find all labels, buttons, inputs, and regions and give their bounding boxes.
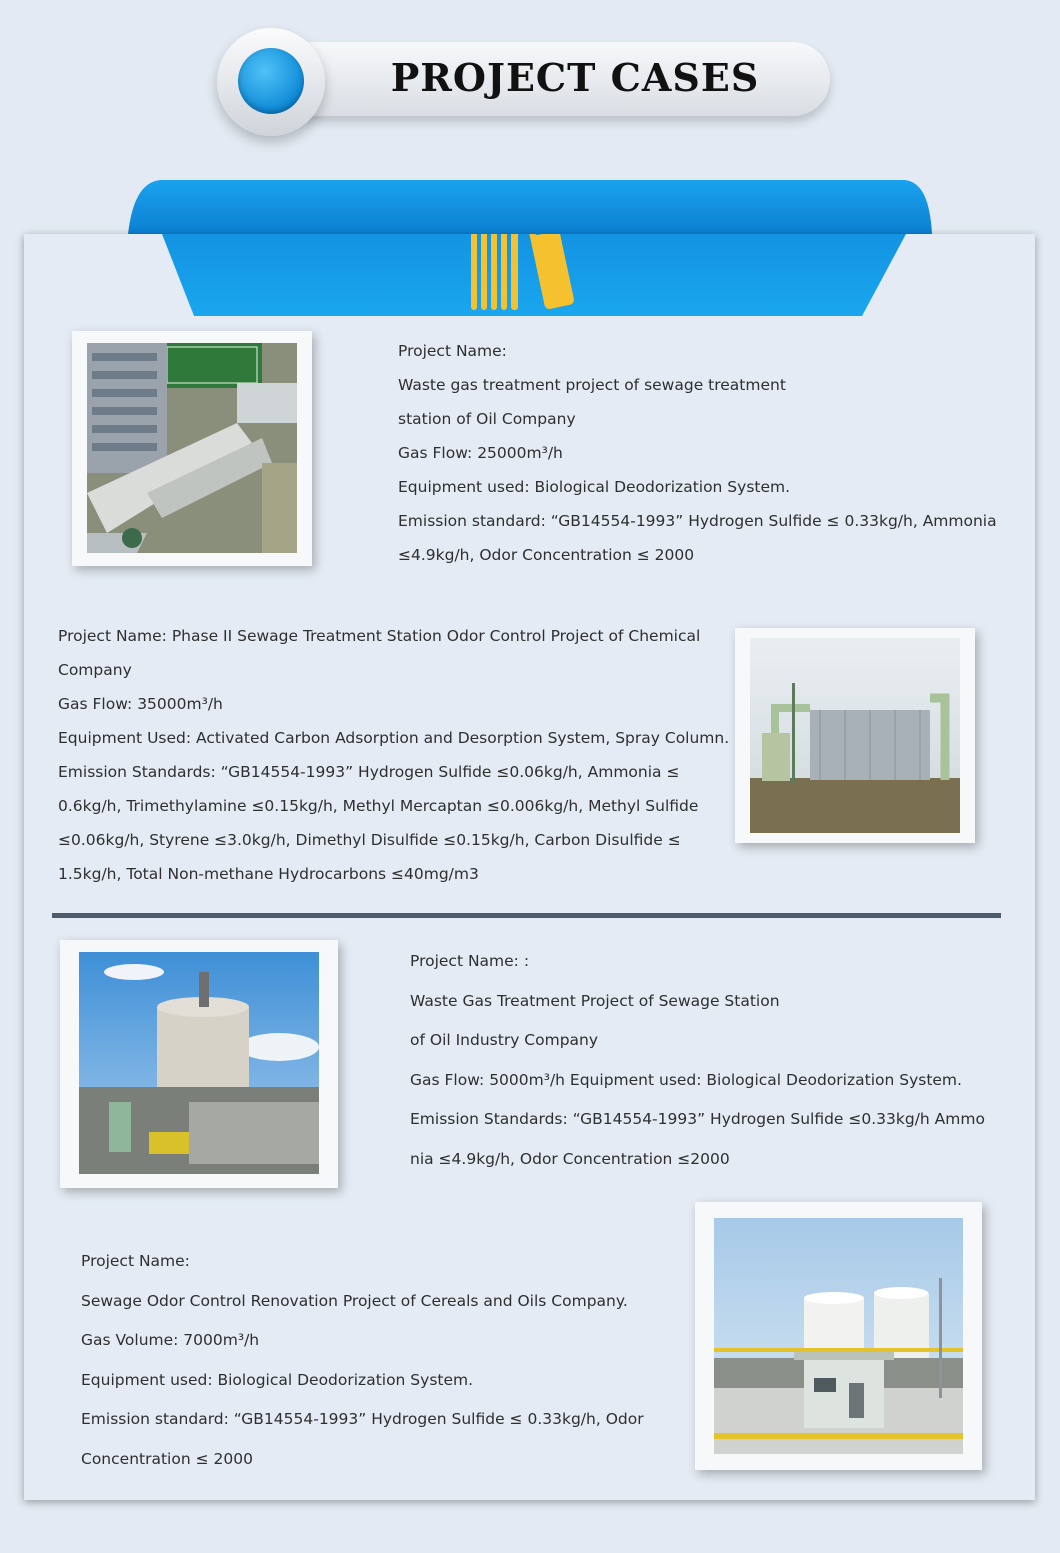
project-4-details xyxy=(81,1242,644,1480)
project-1-line: ≤4.9kg/h, Odor Concentration ≤ 2000 xyxy=(398,546,695,564)
project-2-line: Equipment Used: Activated Carbon Adsorption and Desorption System, Spray Column. xyxy=(58,729,730,747)
project-3-line: Emission Standards: “GB14554-1993” Hydrogen Sulfide ≤0.33kg/h Ammo xyxy=(410,1110,985,1129)
page-title: PROJECT CASES xyxy=(390,55,760,100)
project-4-photo-frame xyxy=(695,1202,982,1470)
project-3-line: nia ≤4.9kg/h, Odor Concentration ≤2000 xyxy=(410,1149,730,1168)
project-1-line: Emission standard: “GB14554-1993” Hydrogen Sulfide ≤ 0.33kg/h, Ammonia xyxy=(398,512,997,530)
project-4-line: Emission standard: “GB14554-1993” Hydrogen Sulfide ≤ 0.33kg/h, Odor xyxy=(81,1410,644,1429)
project-1-photo-frame xyxy=(72,331,312,566)
project-4-line: Equipment used: Biological Deodorization System. xyxy=(81,1370,474,1389)
project-2-photo-frame xyxy=(735,628,975,843)
project-2-line: Emission Standards: “GB14554-1993” Hydrogen Sulfide ≤0.06kg/h, Ammonia ≤ xyxy=(58,763,680,781)
project-3-details xyxy=(410,942,985,1180)
project-3-photo-frame xyxy=(60,940,338,1188)
project-4-line: Sewage Odor Control Renovation Project of Cereals and Oils Company. xyxy=(81,1291,628,1310)
project-1-details xyxy=(398,334,997,572)
project-3-line: Project Name: : xyxy=(410,952,530,970)
project-2-line: Project Name: Phase II Sewage Treatment Station Odor Control Project of Chemical xyxy=(58,627,701,645)
project-2-line: Gas Flow: 35000m³/h xyxy=(58,695,223,713)
section-divider xyxy=(52,913,1001,918)
oil-tanks-photo xyxy=(714,1218,963,1454)
tank-facility-photo xyxy=(79,952,319,1174)
project-2-line: 0.6kg/h, Trimethylamine ≤0.15kg/h, Methyl Mercaptan ≤0.006kg/h, Methyl Sulfide xyxy=(58,797,699,815)
carbon-adsorption-photo xyxy=(750,638,960,833)
project-1-line: Gas Flow: 25000m³/h xyxy=(398,444,563,462)
project-4-line: Gas Volume: 7000m³/h xyxy=(81,1331,260,1350)
project-2-line: ≤0.06kg/h, Styrene ≤3.0kg/h, Dimethyl Disulfide ≤0.15kg/h, Carbon Disulfide ≤ xyxy=(58,831,681,849)
project-1-line: Project Name: xyxy=(398,342,507,360)
project-1-line: Waste gas treatment project of sewage treatment xyxy=(398,376,786,394)
project-3-line: of Oil Industry Company xyxy=(410,1031,599,1050)
project-4-line: Concentration ≤ 2000 xyxy=(81,1449,253,1468)
project-2-details xyxy=(58,619,729,891)
project-1-line: station of Oil Company xyxy=(398,410,576,428)
aerial-plant-photo xyxy=(87,343,297,553)
project-1-line: Equipment used: Biological Deodorization System. xyxy=(398,478,791,496)
banner-ribbon xyxy=(24,234,1035,334)
project-3-line: Gas Flow: 5000m³/h Equipment used: Biological Deodorization System. xyxy=(410,1070,962,1089)
project-2-line: Company xyxy=(58,661,132,679)
project-4-line: Project Name: xyxy=(81,1252,190,1270)
project-3-line: Waste Gas Treatment Project of Sewage Station xyxy=(410,991,780,1010)
project-2-line: 1.5kg/h, Total Non-methane Hydrocarbons ≤40mg/m3 xyxy=(58,865,479,883)
